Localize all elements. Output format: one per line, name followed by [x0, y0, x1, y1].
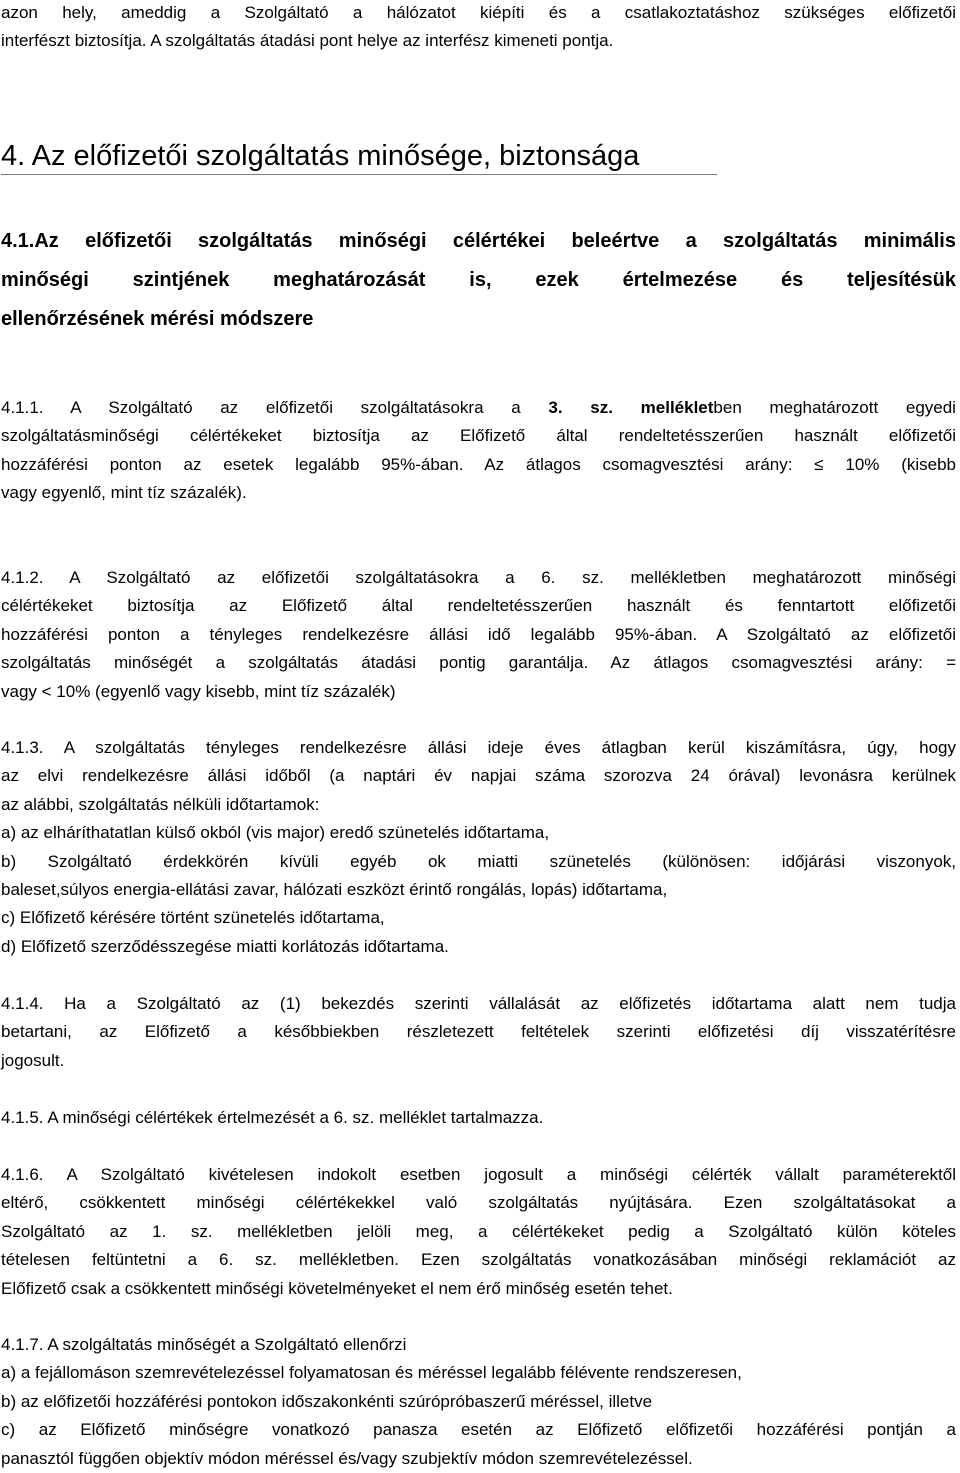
text-line: 4.1.2. A Szolgáltató az előfizetői szolgáltatásokra a 6. sz. mellékletben meghatározott minőségi — [1, 568, 956, 587]
paragraph-4-1-1 — [1, 394, 956, 508]
text-line: 4.1.4. Ha a Szolgáltató az (1) bekezdés szerinti vállalását az előfizetés időtartama alatt nem tudja — [1, 994, 956, 1013]
heading-line: minőségi szintjének meghatározását is, ezek értelmezése és teljesítésük — [1, 269, 956, 291]
heading-line: 4.1.Az előfizetői szolgáltatás minőségi célértékei beleértve a szolgáltatás minimális — [1, 230, 956, 252]
text-line: az elvi rendelkezésre állási időből (a naptári év napjai száma szorozva 24 órával) levonásra kerülnek — [1, 766, 956, 786]
text-line: szolgáltatás minőségét a szolgáltatás átadási pontig garantálja. Az átlagos csomagvesztési arány: = — [1, 653, 956, 673]
text-line: vagy egyenlő, mint tíz százalék). — [1, 483, 247, 503]
text-line: eltérő, csökkentett minőségi célértékekkel való szolgáltatás nyújtására. Ezen szolgáltatásokat a — [1, 1193, 956, 1213]
list-item: b) Szolgáltató érdekkörén kívüli egyéb ok miatti szünetelés (különösen: időjárási viszonyok, — [1, 851, 956, 871]
text-line: Szolgáltató az 1. sz. mellékletben jelöli meg, a célértékeket pedig a Szolgáltató külön köteles — [1, 1221, 956, 1241]
text-line: Előfizető csak a csökkentett minőségi követelményeket el nem érő minőség esetén tehet. — [1, 1278, 673, 1298]
list-item: baleset,súlyos energia-ellátási zavar, hálózati eszközt érintő rongálás, lopás) időtartama, — [1, 880, 668, 900]
text-line: 4.1.6. A Szolgáltató kivételesen indokolt esetben jogosult a minőségi célérték vállalt paraméterektől — [1, 1165, 956, 1184]
text-line: azon hely, ameddig a Szolgáltató a hálózatot kiépíti és a csatlakoztatáshoz szükséges előfizetői — [1, 3, 956, 22]
text-line: tételesen feltüntetni a 6. sz. mellékletben. Ezen szolgáltatás vonatkozásában minőségi reklamációt az — [1, 1250, 956, 1270]
intro-paragraph — [1, 0, 956, 56]
list-item: a) a fejállomáson szemrevételezéssel folyamatosan és méréssel legalább félévente rendszeresen, — [1, 1363, 742, 1383]
paragraph-4-1-4 — [1, 990, 956, 1075]
text-line: szolgáltatásminőségi célértékeket biztosítja az Előfizető által rendeltetésszerűen használt előfizetői — [1, 426, 956, 446]
text-line: 4.1.3. A szolgáltatás tényleges rendelkezésre állási ideje éves átlagban kerül kiszámításra, úgy, hogy — [1, 738, 956, 757]
list-item: c) Előfizető kérésére történt szünetelés időtartama, — [1, 908, 385, 928]
text-line: jogosult. — [1, 1050, 65, 1070]
subsection-heading — [1, 222, 956, 339]
text-line: hozzáférési ponton a tényleges rendelkezésre állási idő legalább 95%-ában. A Szolgáltató az előfizetői — [1, 624, 956, 644]
paragraph-4-1-6 — [1, 1161, 956, 1303]
text-run: ben meghatározott egyedi — [713, 398, 956, 417]
list-item: c) az Előfizető minőségre vonatkozó panasza esetén az Előfizető előfizetői hozzáférési pontján a — [1, 1420, 956, 1440]
list-item: panasztól függően objektív módon méréssel és/vagy szubjektív módon szemrevételezéssel. — [1, 1448, 693, 1468]
list-item: d) Előfizető szerződésszegése miatti korlátozás időtartama. — [1, 936, 449, 956]
text-line: célértékeket biztosítja az Előfizető által rendeltetésszerűen használt és fenntartott előfizetői — [1, 596, 956, 616]
text-line — [1, 394, 956, 422]
list-item: a) az elháríthatatlan külső okból (vis major) eredő szünetelés időtartama, — [1, 823, 550, 843]
text-line: hozzáférési ponton az esetek legalább 95%-ában. Az átlagos csomagvesztési arány: ≤ 10% (kisebb — [1, 454, 956, 474]
text-run: 4.1.1. A Szolgáltató az előfizetői szolgáltatásokra a — [1, 398, 549, 417]
heading-line: ellenőrzésének mérési módszere — [1, 308, 314, 330]
paragraph-4-1-5 — [1, 1104, 956, 1132]
paragraph-4-1-3 — [1, 734, 956, 961]
text-line: betartani, az Előfizető a későbbiekben részletezett feltételek szerinti előfizetési díj visszatérítésre — [1, 1022, 956, 1042]
text-line: az alábbi, szolgáltatás nélküli időtartamok: — [1, 794, 320, 814]
text-line: 4.1.5. A minőségi célértékek értelmezését a 6. sz. melléklet tartalmazza. — [1, 1108, 544, 1127]
list-item: b) az előfizetői hozzáférési pontokon időszakonkénti szúrópróbaszerű méréssel, illetve — [1, 1391, 653, 1411]
paragraph-4-1-7 — [1, 1331, 956, 1473]
text-line: 4.1.7. A szolgáltatás minőségét a Szolgáltató ellenőrzi — [1, 1335, 407, 1354]
bold-run: 3. sz. melléklet — [548, 398, 714, 417]
paragraph-4-1-2 — [1, 564, 956, 706]
text-line: vagy < 10% (egyenlő vagy kisebb, mint tíz százalék) — [1, 681, 396, 701]
text-line: interfészt biztosítja. A szolgáltatás átadási pont helye az interfész kimeneti pontja. — [1, 31, 614, 51]
section-heading: 4. Az előfizetői szolgáltatás minősége, biztonsága — [1, 138, 717, 175]
